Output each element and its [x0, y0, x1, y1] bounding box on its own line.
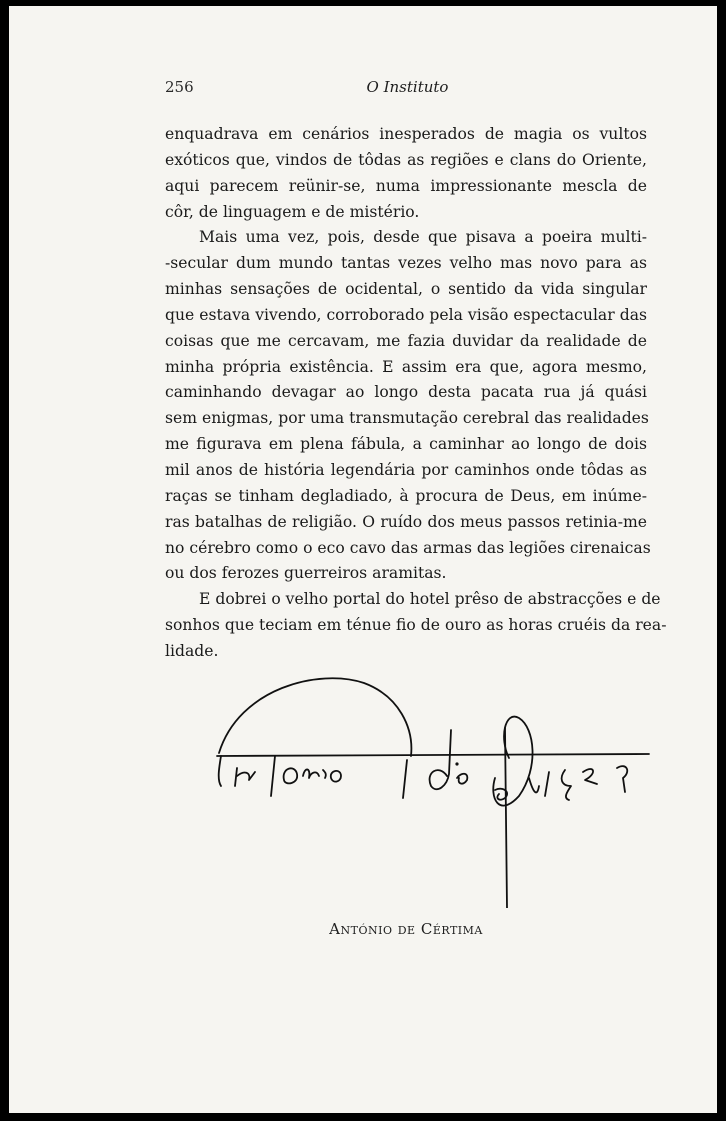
handwritten-signature [199, 668, 659, 908]
text-line: enquadrava em cenários inesperados de magia os vultos [165, 125, 647, 143]
page-header [165, 78, 650, 100]
text-line: raças se tinham degladiado, à procura de Deus, em inúme- [165, 486, 647, 505]
text-line: que estava vivendo, corroborado pela visão espectacular das [165, 305, 647, 324]
running-title: O Instituto [366, 78, 449, 96]
text-line: aqui parecem reünir-se, numa impressionante mescla de [165, 176, 647, 195]
text-line: minha própria existência. E assim era que, agora mesmo, [165, 357, 647, 376]
text-line: me figurava em plena fábula, a caminhar ao longo de dois [165, 435, 647, 454]
page-number: 256 [165, 78, 194, 96]
text-line: -secular dum mundo tantas vezes velho mas novo para as [165, 254, 647, 273]
text-line: ou dos ferozes guerreiros aramitas. [165, 564, 447, 583]
text-line: E dobrei o velho portal do hotel prêso de abstracções e de [199, 590, 661, 609]
author-name: António de Cértima [329, 920, 483, 938]
body-text [165, 122, 667, 665]
text-line: lidade. [165, 641, 219, 660]
text-line: exóticos que, vindos de tôdas as regiões e clans do Oriente, [165, 150, 647, 169]
text-line: sem enigmas, por uma transmutação cerebral das realidades [165, 409, 649, 428]
text-line: no cérebro como o eco cavo das armas das legiões cirenaicas [165, 538, 651, 557]
text-line: sonhos que teciam em ténue fio de ouro as horas cruéis da rea- [165, 616, 667, 635]
text-line: Mais uma vez, pois, desde que pisava a poeira multi- [199, 228, 647, 247]
text-line: mil anos de história legendária por caminhos onde tôdas as [165, 460, 647, 479]
text-line: caminhando devagar ao longo desta pacata rua já quási [165, 383, 647, 402]
book-page [9, 6, 717, 1113]
text-line: côr, de linguagem e de mistério. [165, 202, 420, 221]
text-line: minhas sensações de ocidental, o sentido da vida singular [165, 280, 647, 299]
text-line: ras batalhas de religião. O ruído dos meus passos retinia-me [165, 512, 647, 531]
text-line: coisas que me cercavam, me fazia duvidar da realidade de [165, 331, 647, 350]
